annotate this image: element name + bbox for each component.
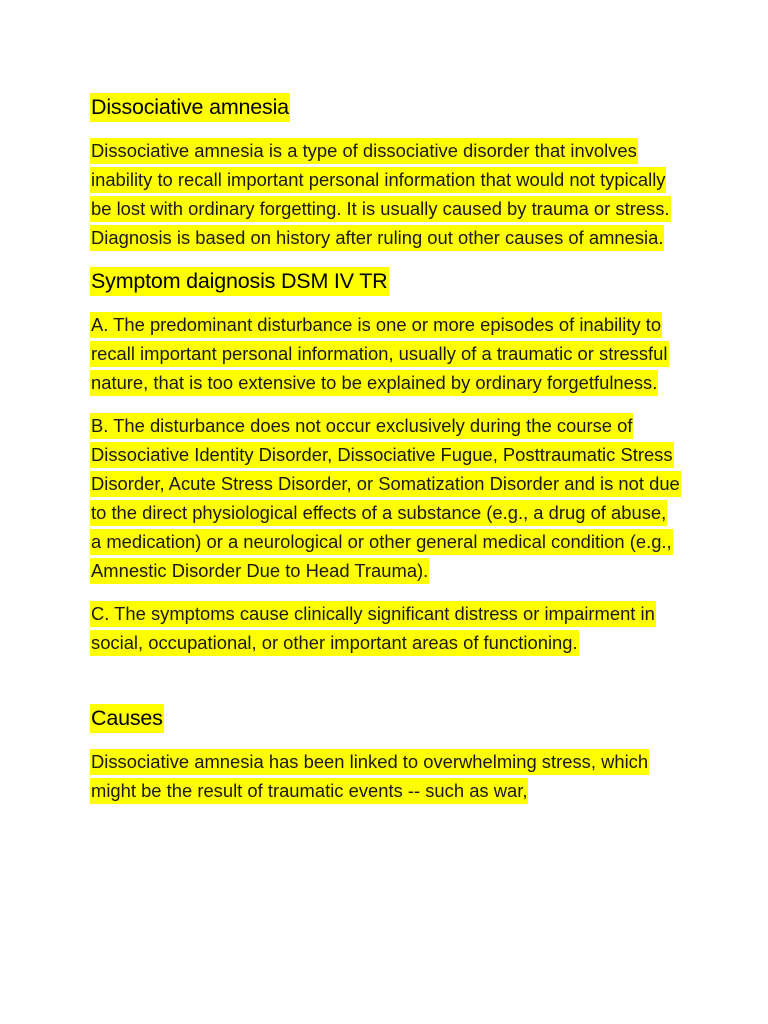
heading-causes bbox=[90, 703, 680, 733]
paragraph-intro bbox=[90, 136, 680, 252]
paragraph-criterion-b bbox=[90, 411, 680, 585]
paragraph-highlight: Dissociative amnesia is a type of dissociative disorder that involves inability to recall important personal information that would not typically be lost with ordinary forgetting. It is usually caused by trauma or stress. Diagnosis is based on history after ruling out other causes of amnesia. bbox=[90, 138, 671, 251]
paragraph-criterion-a bbox=[90, 310, 680, 397]
paragraph-highlight: A. The predominant disturbance is one or more episodes of inability to recall important personal information, usually of a traumatic or stressful nature, that is too extensive to be explained by ordinary forgetfulness. bbox=[90, 312, 669, 396]
heading-highlight: Dissociative amnesia bbox=[90, 93, 290, 122]
heading-highlight: Causes bbox=[90, 704, 164, 733]
heading-symptom-diagnosis bbox=[90, 266, 680, 296]
paragraph-highlight: Dissociative amnesia has been linked to overwhelming stress, which might be the result of traumatic events -- such as war, bbox=[90, 749, 649, 804]
paragraph-highlight: B. The disturbance does not occur exclusively during the course of Dissociative Identity Disorder, Dissociative Fugue, Posttraumatic Stress Disorder, Acute Stress Disorder, or Somatization Disorder and is not due to the direct physiological effects of a substance (e.g., a drug of abuse, a medication) or a neurological or other general medical condition (e.g., Amnestic Disorder Due to Head Trauma). bbox=[90, 413, 681, 584]
heading-highlight: Symptom daignosis DSM IV TR bbox=[90, 267, 389, 296]
paragraph-highlight: C. The symptoms cause clinically significant distress or impairment in social, occupational, or other important areas of functioning. bbox=[90, 601, 656, 656]
paragraph-causes bbox=[90, 747, 680, 805]
heading-dissociative-amnesia bbox=[90, 92, 680, 122]
paragraph-criterion-c bbox=[90, 599, 680, 657]
document-page bbox=[90, 92, 680, 805]
